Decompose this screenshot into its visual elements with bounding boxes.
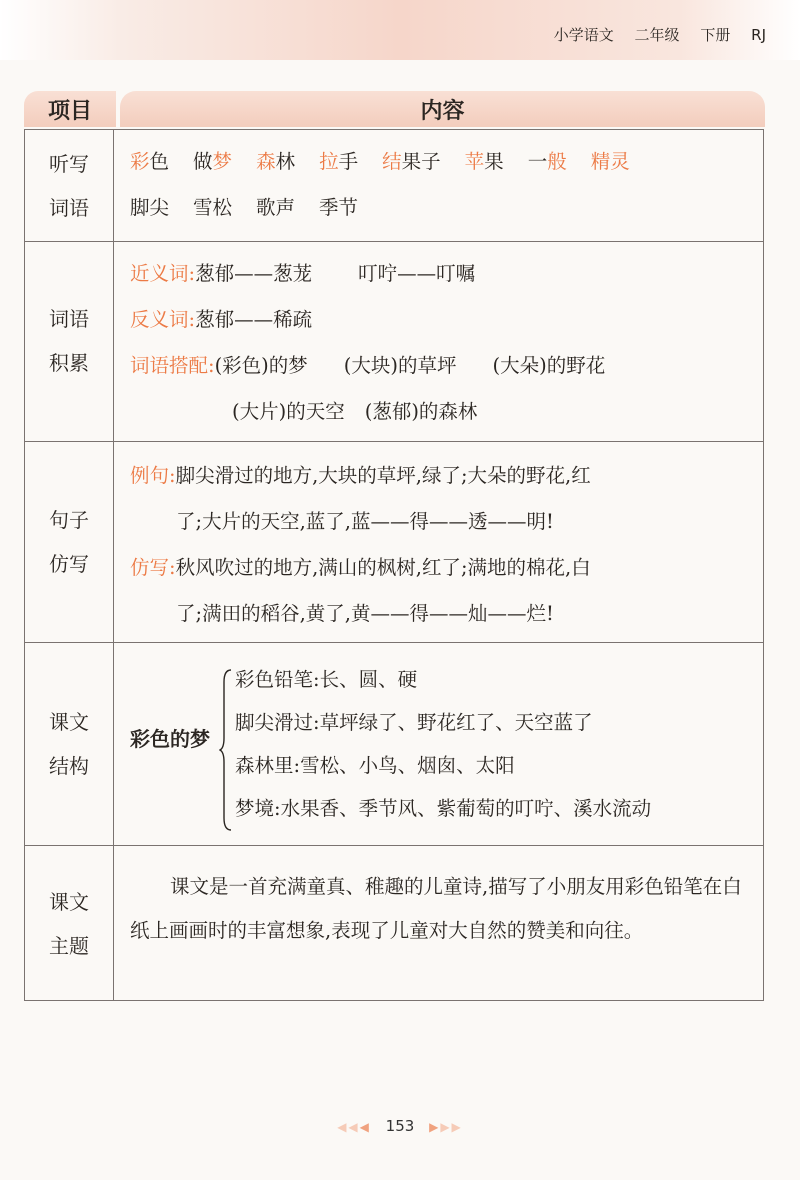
- row-label-dictation: [25, 130, 113, 241]
- dictation-word: 拉手: [319, 150, 359, 173]
- dictation-row-2: [130, 185, 654, 231]
- column-header-item: 项目: [24, 91, 116, 127]
- dictation-word: 结果子: [382, 150, 441, 173]
- row-label-text: 听写: [49, 151, 89, 176]
- structure-item: 彩色铅笔:长、圆、硬: [235, 668, 418, 691]
- page-number: 153: [385, 1117, 415, 1135]
- theme-paragraph: 课文是一首充满童真、稚趣的儿童诗,描写了小朋友用彩色铅笔在白纸上画画时的丰富想象,表现了儿童对大自然的赞美和向往。: [130, 875, 742, 942]
- dictation-word: 一般: [527, 150, 567, 173]
- structure-title: 彩色的梦: [130, 727, 210, 751]
- example-line-2: [130, 499, 591, 545]
- brace-icon: [219, 668, 233, 832]
- row-label-text: 结构: [49, 753, 89, 778]
- row-label-structure: [25, 642, 113, 845]
- imitation-label: 仿写:: [130, 556, 176, 579]
- imitation-text: 秋风吹过的地方,满山的枫树,红了;满地的棉花,白: [175, 556, 591, 579]
- row-label-text: 词语: [49, 307, 89, 331]
- book-info: [538, 24, 766, 45]
- collocation: (彩色)的梦: [214, 354, 308, 377]
- row-label-theme: [25, 845, 113, 1002]
- row-label-text: 课文: [49, 889, 89, 914]
- next-arrow-icon: ▶: [429, 1120, 441, 1134]
- example-line-1: [130, 453, 591, 499]
- dictation-word: 做梦: [193, 150, 233, 173]
- structure-item: 脚尖滑过:草坪绿了、野花红了、天空蓝了: [235, 711, 593, 734]
- prev-arrows-icon: ◀◀: [337, 1120, 360, 1134]
- row-label-imitation: [25, 441, 113, 642]
- structure-item: 森林里:雪松、小鸟、烟囱、太阳: [235, 754, 515, 777]
- dictation-word: 雪松: [193, 196, 233, 219]
- row-divider: [25, 642, 763, 643]
- dictation-word: 季节: [319, 196, 359, 219]
- volume-label: 下册: [700, 26, 731, 44]
- next-arrows-icon: ▶▶: [440, 1120, 463, 1134]
- synonym-line: [130, 251, 605, 297]
- synonym-pair: 叮咛——叮嘱: [358, 262, 476, 285]
- antonym-pair: 葱郁——稀疏: [195, 308, 313, 331]
- vocab-content: [130, 251, 605, 435]
- row-label-text: 词语: [49, 195, 89, 220]
- example-label: 例句:: [130, 464, 176, 487]
- row-label-text: 积累: [49, 351, 89, 375]
- imitation-line-2: [130, 591, 591, 637]
- collocation: (葱郁)的森林: [364, 400, 478, 423]
- row-divider: [25, 845, 763, 846]
- collocation: (大朵)的野花: [492, 354, 606, 377]
- example-text: 脚尖滑过的地方,大块的草坪,绿了;大朵的野花,红: [175, 464, 591, 487]
- synonym-label: 近义词:: [130, 262, 196, 285]
- theme-text: [130, 865, 748, 953]
- grade-label: 二年级: [634, 26, 680, 44]
- imitation-content: [130, 453, 591, 637]
- row-label-text: 主题: [49, 933, 89, 958]
- row-label-text: 课文: [49, 709, 89, 734]
- synonym-pair: 葱郁——葱茏: [195, 262, 313, 285]
- antonym-line: [130, 297, 605, 343]
- collocation: (大块)的草坪: [343, 354, 457, 377]
- dictation-word: 精灵: [590, 150, 630, 173]
- row-label-text: 句子: [49, 507, 89, 532]
- dictation-word: 歌声: [256, 196, 296, 219]
- dictation-word: 脚尖: [130, 196, 170, 219]
- row-label-text: 仿写: [49, 551, 89, 576]
- imitation-line-1: [130, 545, 591, 591]
- dictation-word: 苹果: [464, 150, 504, 173]
- row-label-vocab: [25, 241, 113, 441]
- prev-arrow-icon: ◀: [359, 1120, 371, 1134]
- imitation-text-cont: 了;满田的稻谷,黄了,黄——得——灿——烂!: [176, 602, 554, 625]
- summary-table: [24, 129, 764, 1001]
- structure-item: 梦境:水果香、季节风、紫葡萄的叮咛、溪水流动: [235, 797, 652, 820]
- antonym-label: 反义词:: [130, 308, 196, 331]
- subject-label: 小学语文: [553, 26, 614, 44]
- column-header-content: 内容: [120, 91, 765, 127]
- page-footer: [0, 1117, 800, 1135]
- edition-label: RJ: [751, 26, 766, 44]
- column-divider: [113, 130, 114, 1000]
- collocation-line: [130, 343, 605, 389]
- example-text-cont: 了;大片的天空,蓝了,蓝——得——透——明!: [176, 510, 554, 533]
- dictation-word: 森林: [256, 150, 296, 173]
- dictation-words: [130, 139, 654, 231]
- row-divider: [25, 441, 763, 442]
- collocation-line-2: [130, 389, 605, 435]
- dictation-word: 彩色: [130, 150, 170, 173]
- dictation-row-1: [130, 139, 654, 185]
- structure-items: [235, 658, 651, 830]
- row-divider: [25, 241, 763, 242]
- collocation-label: 词语搭配:: [130, 354, 215, 377]
- collocation: (大片)的天空: [232, 400, 345, 423]
